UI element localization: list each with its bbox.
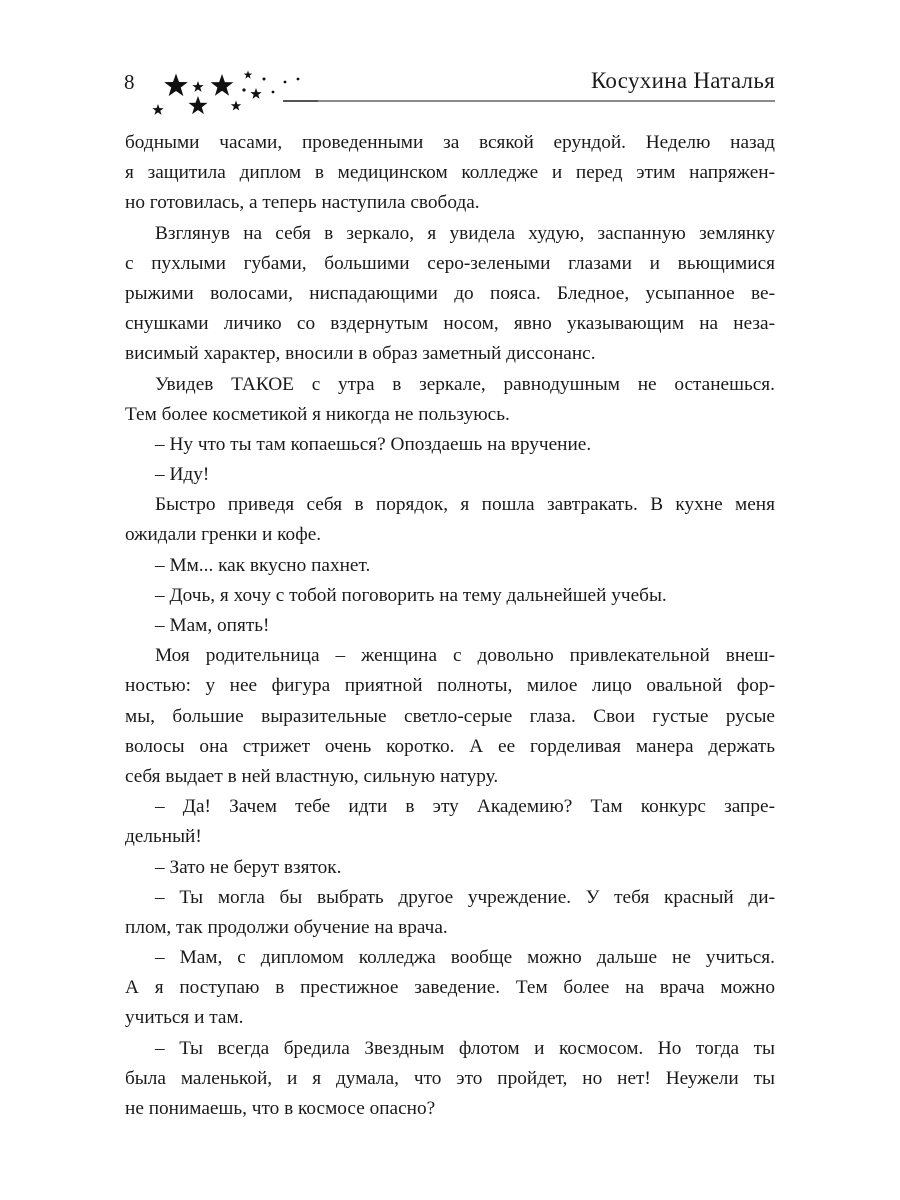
text-line: – Мам, с дипломом колледжа вообще можно дальше не учиться.: [155, 947, 775, 969]
text-line: висимый характер, вносили в образ заметный диссонанс.: [125, 343, 596, 365]
text-line: Взглянув на себя в зеркало, я увидела худую, заспанную землянку: [155, 222, 775, 244]
text-line: – Да! Зачем тебе идти в эту Академию? Там конкурс запре-: [155, 796, 775, 818]
text-line: плом, так продолжи обучение на врача.: [125, 916, 448, 938]
text-line: себя выдает в ней властную, сильную натуру.: [125, 765, 499, 787]
text-line: – Зато не берут взяток.: [155, 856, 342, 878]
text-line: Тем более косметикой я никогда не пользуюсь.: [125, 403, 510, 425]
text-line: не понимаешь, что в космосе опасно?: [125, 1098, 436, 1119]
text-line: рыжими волосами, ниспадающими до пояса. Бледное, усыпанное ве-: [125, 282, 775, 304]
text-line: – Ты могла бы выбрать другое учреждение. У тебя красный ди-: [155, 886, 775, 908]
body-text: [125, 128, 775, 1124]
text-line: ожидали гренки и кофе.: [125, 524, 322, 546]
text-line: но готовилась, а теперь наступила свобода.: [125, 192, 480, 214]
text-line: была маленькой, и я думала, что это пройдет, но нет! Неужели ты: [125, 1067, 775, 1089]
page-number: 8: [124, 70, 135, 94]
text-line: с пухлыми губами, большими серо-зелеными глазами и вьющимися: [125, 252, 775, 274]
text-line: мы, большие выразительные светло-серые глаза. Свои густые русые: [125, 705, 775, 727]
text-line: А я поступаю в престижное заведение. Тем более на врача можно: [125, 977, 775, 999]
header-rule: [283, 100, 775, 102]
stars-icon: [140, 66, 340, 116]
text-line: учиться и там.: [125, 1007, 244, 1029]
text-line: волосы она стрижет очень коротко. А ее горделивая манера держать: [125, 735, 775, 757]
text-line: – Ну что ты там копаешься? Опоздаешь на вручение.: [155, 433, 592, 455]
text-line: Моя родительница – женщина с довольно привлекательной внеш-: [155, 645, 775, 667]
running-head-author: Косухина Наталья: [590, 68, 775, 93]
text-line: снушками личико со вздернутым носом, явно указывающим на неза-: [125, 313, 775, 335]
text-line: ностью: у нее фигура приятной полноты, милое лицо овальной фор-: [125, 675, 775, 697]
text-line: – Мам, опять!: [155, 615, 270, 636]
text-line: я защитила диплом в медицинском колледже и перед этим напряжен-: [125, 162, 775, 184]
text-line: Увидев ТАКОЕ с утра в зеркале, равнодушным не останешься.: [155, 373, 775, 395]
text-line: дельный!: [125, 826, 202, 848]
text-line: – Дочь, я хочу с тобой поговорить на тему дальнейшей учебы.: [155, 584, 667, 606]
text-line: – Мм... как вкусно пахнет.: [155, 554, 371, 576]
text-line: – Иду!: [155, 464, 210, 486]
text-line: Быстро приведя себя в порядок, я пошла завтракать. В кухне меня: [155, 494, 775, 516]
text-line: – Ты всегда бредила Звездным флотом и космосом. Но тогда ты: [155, 1037, 775, 1059]
text-line: бодными часами, проведенными за всякой ерундой. Неделю назад: [125, 132, 775, 153]
